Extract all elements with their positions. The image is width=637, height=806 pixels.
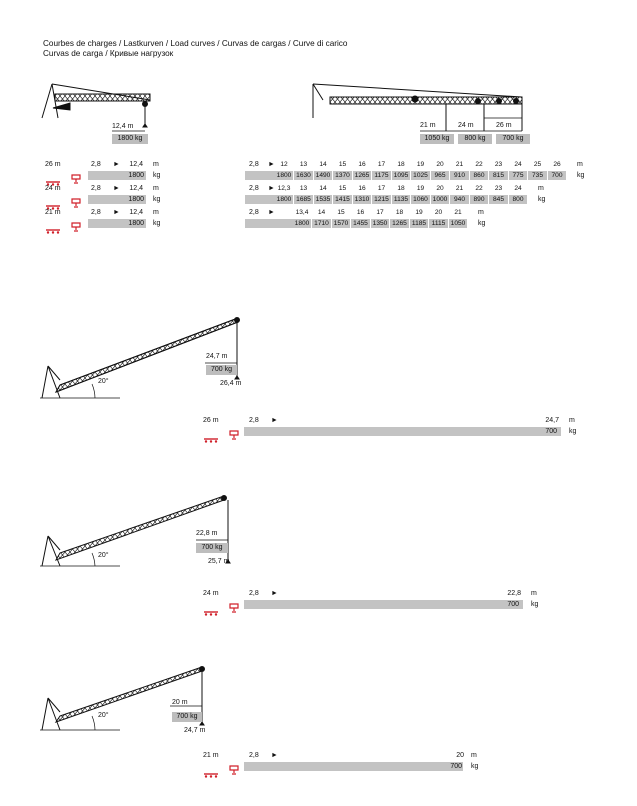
unit-kg: kg (471, 763, 479, 770)
radius-value: 14 (319, 161, 327, 168)
load-value: 1570 (333, 220, 349, 227)
load-value: 1800 (276, 196, 292, 203)
load-value: 775 (512, 172, 524, 179)
radius-start: 2,8 (249, 209, 259, 216)
radius-value: 26 (553, 161, 561, 168)
wagon-icon (203, 765, 219, 771)
unit-kg: kg (153, 196, 161, 203)
load-value: 1800 (128, 172, 144, 179)
radius-value: 21 (454, 209, 462, 216)
load-value: 700 (551, 172, 563, 179)
load-value: 1215 (374, 196, 389, 203)
radius-value: 20 (434, 209, 443, 216)
angle-label: 20° (98, 552, 109, 559)
unit-m: m (153, 209, 159, 216)
radius-start: 2,8 (91, 209, 101, 216)
radius-value: 15 (338, 185, 347, 192)
radius-start: 2,8 (249, 752, 259, 759)
trolley-hook-icon (229, 600, 239, 610)
radius-value: 15 (338, 161, 347, 168)
load-value: 1800 (276, 172, 292, 179)
load-value: 1370 (335, 172, 350, 179)
trolley-hook-icon (71, 219, 81, 229)
unit-m: m (577, 161, 583, 168)
radius-value: 21 (455, 185, 464, 192)
radius-value: 13 (299, 161, 308, 168)
arrow-icon: ► (271, 590, 278, 597)
load-value: 1685 (296, 196, 311, 203)
load-value: 700 (450, 763, 462, 770)
radius-value: 18 (397, 185, 405, 192)
load-value: 1025 (413, 172, 428, 179)
radius-value: 22 (475, 161, 483, 168)
unit-kg: kg (531, 601, 539, 608)
load-value: 940 (453, 196, 465, 203)
radius-end: 22,8 (507, 590, 521, 597)
radius-value: 25 (533, 161, 542, 168)
radius-value: 24 (514, 161, 522, 168)
dim-label: 24,7 m (206, 353, 228, 360)
load-value: 1535 (315, 196, 331, 203)
radius-value: 17 (377, 185, 386, 192)
radius-end: 12,4 (129, 209, 143, 216)
jib-length: 24 m (203, 590, 219, 597)
load-value: 1000 (432, 196, 448, 203)
unit-m: m (478, 209, 484, 216)
radius-value: 13,4 (295, 209, 309, 216)
radius-start: 2,8 (91, 185, 101, 192)
radius-start: 2,8 (249, 417, 259, 424)
load-value: 1490 (315, 172, 331, 179)
load-value: 1135 (393, 196, 409, 203)
unit-m: m (569, 417, 575, 424)
radius-value: 13 (299, 185, 308, 192)
angle-label: 20° (98, 712, 109, 719)
load-value: 1175 (374, 172, 389, 179)
wagon-icon (203, 430, 219, 436)
radius-value: 17 (377, 161, 386, 168)
jib-length: 24 m (45, 185, 61, 192)
load-value: 1350 (372, 220, 388, 227)
dim-label: 20 m (172, 699, 188, 706)
load-value: 1050 (450, 220, 466, 227)
jib-length: 26 m (45, 161, 61, 168)
load-value: 1265 (392, 220, 407, 227)
radius-value: 15 (337, 209, 345, 216)
radius-value: 18 (397, 161, 405, 168)
height-label: 26,4 m (220, 380, 242, 387)
radius-value: 24 (514, 185, 522, 192)
radius-value: 19 (415, 209, 423, 216)
page-subtitle: Curvas de carga / Кривые нагрузок (43, 49, 174, 58)
jib-length: 21 m (203, 752, 219, 759)
dim-label: 22,8 m (196, 530, 218, 537)
arrow-icon: ► (271, 752, 278, 759)
load-value: 1800 (128, 220, 144, 227)
radius-start: 2,8 (249, 185, 259, 192)
unit-m: m (153, 185, 159, 192)
load-value: 890 (473, 196, 485, 203)
dim-label: 21 m (420, 122, 436, 129)
radius-end: 24,7 (545, 417, 559, 424)
radius-value: 14 (317, 209, 326, 216)
radius-value: 12 (280, 161, 288, 168)
load-value: 1115 (431, 220, 446, 227)
arrow-icon: ► (113, 209, 120, 216)
radius-value: 17 (376, 209, 384, 216)
load-value: 800 (512, 196, 524, 203)
load-value: 1455 (353, 220, 368, 227)
radius-value: 16 (356, 209, 365, 216)
jib-length: 21 m (45, 209, 61, 216)
radius-value: 19 (416, 161, 425, 168)
arrow-icon: ► (268, 161, 275, 168)
angle-label: 20° (98, 378, 109, 385)
unit-m: m (153, 161, 159, 168)
wagon-icon (45, 173, 61, 179)
radius-start: 2,8 (249, 161, 259, 168)
load-value: 1415 (335, 196, 350, 203)
unit-kg: kg (153, 220, 161, 227)
load-value: 735 (531, 172, 543, 179)
load-bar (244, 427, 561, 436)
arrow-icon: ► (113, 185, 120, 192)
load-value: 965 (434, 172, 446, 179)
load-box: 700 kg (172, 712, 202, 722)
unit-kg: kg (538, 196, 546, 203)
unit-kg: kg (577, 172, 585, 179)
load-value: 700 (545, 428, 557, 435)
radius-value: 23 (494, 161, 503, 168)
load-value: 1095 (393, 172, 409, 179)
trolley-hook-icon (229, 762, 239, 772)
radius-start: 2,8 (249, 590, 259, 597)
wagon-icon (45, 197, 61, 203)
unit-kg: kg (569, 428, 577, 435)
arrow-icon: ► (268, 185, 275, 192)
arrow-icon: ► (271, 417, 278, 424)
radius-value: 14 (319, 185, 327, 192)
dim-label: 12,4 m (112, 123, 134, 130)
load-value: 1185 (411, 220, 427, 227)
radius-value: 16 (358, 161, 366, 168)
load-box: 700 kg (206, 365, 237, 375)
wagon-icon (203, 603, 219, 609)
radius-end: 12,4 (129, 161, 143, 168)
load-value: 1060 (413, 196, 428, 203)
load-value: 815 (492, 172, 504, 179)
load-value: 1310 (354, 196, 370, 203)
radius-value: 23 (494, 185, 503, 192)
crane-top-left-icon (42, 84, 150, 131)
load-value: 1710 (314, 220, 329, 227)
radius-value: 12,3 (277, 185, 291, 192)
load-box: 1050 kg (420, 134, 454, 144)
load-value: 1800 (294, 220, 310, 227)
load-box: 800 kg (458, 134, 492, 144)
trolley-hook-icon (71, 171, 81, 181)
radius-value: 19 (416, 185, 425, 192)
radius-value: 18 (395, 209, 404, 216)
unit-m: m (538, 185, 544, 192)
radius-end: 12,4 (129, 185, 143, 192)
radius-value: 16 (358, 185, 366, 192)
load-box: 700 kg (196, 543, 228, 553)
load-value: 860 (473, 172, 485, 179)
unit-kg: kg (478, 220, 486, 227)
dim-label: 24 m (458, 122, 474, 129)
page-title: Courbes de charges / Lastkurven / Load curves / Curvas de cargas / Curve di carico (43, 39, 348, 48)
wagon-icon (45, 221, 61, 227)
height-label: 25,7 m (208, 558, 230, 565)
radius-start: 2,8 (91, 161, 101, 168)
load-value: 700 (507, 601, 519, 608)
radius-value: 20 (436, 161, 444, 168)
trolley-hook-icon (229, 427, 239, 437)
arrow-icon: ► (268, 209, 275, 216)
radius-end: 20 (456, 752, 464, 759)
unit-m: m (531, 590, 537, 597)
trolley-hook-icon (71, 195, 81, 205)
load-box: 700 kg (496, 134, 530, 144)
dim-label: 26 m (496, 122, 512, 129)
jib-length: 26 m (203, 417, 219, 424)
crane-top-right-icon (313, 84, 522, 131)
radius-value: 20 (436, 185, 444, 192)
radius-value: 22 (475, 185, 483, 192)
radius-value: 21 (455, 161, 464, 168)
unit-m: m (471, 752, 477, 759)
load-value: 845 (492, 196, 504, 203)
load-value: 1630 (296, 172, 311, 179)
unit-kg: kg (153, 172, 161, 179)
load-value: 910 (453, 172, 465, 179)
height-label: 24,7 m (184, 727, 206, 734)
load-box: 1800 kg (112, 134, 148, 144)
load-value: 1265 (354, 172, 370, 179)
arrow-icon: ► (113, 161, 120, 168)
load-value: 1800 (128, 196, 144, 203)
